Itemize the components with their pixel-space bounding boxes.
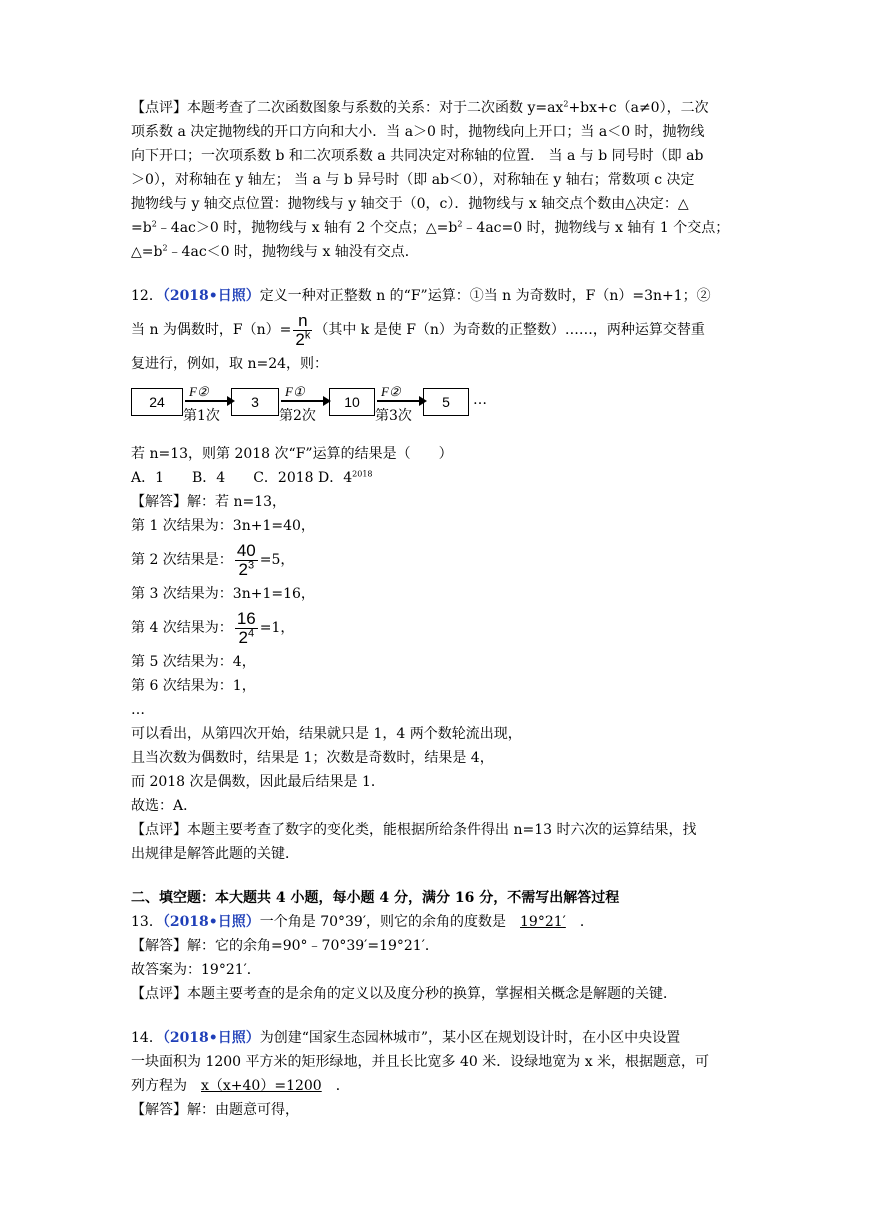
solution-line: 可以看出，从第四次开始，结果就只是 1，4 两个数轮流出现， [131,726,522,742]
question-text: 为创建“国家生态园林城市”，某小区在规划设计时，在小区中央设置 [259,1030,681,1046]
fraction-40-over-2-3 [235,542,258,579]
step-caption: 第3次 [375,408,412,424]
flow-box: 10 [329,388,375,416]
flow-box: 24 [131,388,183,416]
options-text: A．1 B．4 C．2018 D．4 [131,470,353,486]
question-line [131,284,741,308]
comment-text: =b [131,220,152,236]
superscript: 2 [563,99,569,109]
solution-line: 第 1 次结果为：3n+1=40， [131,518,315,534]
question-line [131,1026,741,1050]
fraction-16-over-2-4 [235,610,258,647]
fraction-numerator: n [298,310,308,330]
question-text: 一个角是 70°39′，则它的余角的度数是 [259,914,507,930]
fraction-n-over-2k [293,312,312,349]
question-line: 复进行，例如，取 n=24，则： [131,356,329,372]
solution-line: 故选：A． [131,798,198,814]
exponent: 3 [247,558,255,571]
fraction-denominator [235,628,258,647]
answer-blank: x（x+40）=1200 [201,1078,322,1094]
operation-label: F① [285,384,305,399]
solution-line: 故答案为：19°21′． [131,962,261,978]
flow-box: 3 [231,388,279,416]
comment-text: 【点评】本题考查了二次函数图象与系数的关系：对于二次函数 y=ax [131,100,564,116]
comment-line [131,96,741,120]
base: 2 [238,559,248,579]
exponent: 2018 [352,469,373,479]
flow-box: 5 [423,388,469,416]
operation-flow-diagram [131,382,741,434]
base: 2 [238,627,248,647]
question-text: 当 n 为偶数时，F（n）= [131,322,292,338]
solution-line: 第 5 次结果为：4， [131,654,256,670]
comment-line: 出规律是解答此题的关键． [131,846,299,862]
question-text: （其中 k 是使 F（n）为奇数的正整数）……，两种运算交替重 [314,322,705,338]
exponent: 4 [247,626,255,639]
solution-line: … [131,702,145,718]
question-line [131,910,741,934]
step-caption: 第1次 [183,408,220,424]
comment-line [131,240,741,264]
comment-line: 【点评】本题主要考查的是余角的定义以及度分秒的换算，掌握相关概念是解题的关键． [131,986,677,1002]
solution-line: 【解答】解：它的余角=90°﹣70°39′=19°21′． [131,938,439,954]
solution-text: =5， [259,552,295,568]
operation-label: F② [189,384,209,399]
question-number: 13． [131,914,163,930]
exponent: k [304,328,311,341]
flow-arrow [281,382,331,430]
comment-line: 向下开口；一次项系数 b 和二次项系数 a 共同决定对称轴的位置． 当 a 与 b 同号时（即 ab [131,148,704,164]
solution-line: 第 3 次结果为：3n+1=16， [131,586,315,602]
source-tag: （2018•日照） [162,914,260,930]
question-line [131,1074,741,1098]
comment-text: ﹣4ac＜0 时，抛物线与 x 轴没有交点． [167,244,419,260]
section-heading: 二、填空题：本大题共 4 小题，每小题 4 分，满分 16 分，不需写出解答过程 [131,890,620,906]
question-text: ． [335,1078,350,1094]
question-line [131,308,741,352]
question-14 [131,1026,741,1122]
operation-label: F② [381,384,401,399]
solution-line [131,606,741,650]
comment-line: 项系数 a 决定抛物线的开口方向和大小．当 a＞0 时，抛物线向上开口；当 a＜0 时，抛物线 [131,124,705,140]
question-number: 12． [131,288,163,304]
fraction-numerator: 40 [236,540,256,560]
comment-line: ＞0），对称轴在 y 轴左； 当 a 与 b 异号时（即 ab＜0），对称轴在 y 轴右；常数项 c 决定 [131,172,695,188]
superscript: 2 [162,243,168,253]
fraction-denominator [235,560,258,579]
document-page [131,96,741,1122]
solution-line [131,538,741,582]
comment-text: ﹣4ac=0 时，抛物线与 x 轴有 1 个交点； [462,220,730,236]
fraction-numerator: 16 [236,608,256,628]
comment-line: 【点评】本题主要考查了数字的变化类，能根据所给条件得出 n=13 时六次的运算结果，找 [131,822,697,838]
question-13 [131,910,741,1006]
question-number: 14． [131,1030,163,1046]
question-text: 列方程为 [131,1078,187,1094]
flow-ellipsis: … [473,392,487,408]
base: 2 [295,329,305,349]
question-line: 若 n=13，则第 2018 次“F”运算的结果是（ ） [131,446,453,462]
solution-text: =1， [259,620,295,636]
superscript: 2 [457,219,463,229]
comment-text: ﹣4ac＞0 时，抛物线与 x 轴有 2 个交点；△=b [156,220,458,236]
question-12 [131,284,741,866]
solution-text: 第 4 次结果为： [131,620,233,636]
comment-line [131,216,741,240]
solution-line: 且当次数为偶数时，结果是 1；次数是奇数时，结果是 4， [131,750,494,766]
comment-text: △=b [131,244,163,260]
comment-block-q11 [131,96,741,264]
flow-arrow [185,382,235,430]
answer-blank: 19°21′ [520,914,566,930]
solution-line: 而 2018 次是偶数，因此最后结果是 1． [131,774,385,790]
question-text: 定义一种对正整数 n 的“F”运算：①当 n 为奇数时，F（n）=3n+1；② [259,288,711,304]
solution-line: 【解答】解：由题意可得， [131,1102,299,1118]
question-text: ． [579,914,594,930]
solution-line: 【解答】解：若 n=13， [131,494,287,510]
question-line: 一块面积为 1200 平方米的矩形绿地，并且长比宽多 40 米．设绿地宽为 x 米，根据题意，可 [131,1054,710,1070]
superscript: 2 [151,219,157,229]
flow-arrow [377,382,427,430]
solution-text: 第 2 次结果是： [131,552,233,568]
solution-line: 第 6 次结果为：1， [131,678,256,694]
answer-options [131,466,741,490]
fraction-denominator [293,330,312,349]
source-tag: （2018•日照） [162,288,260,304]
step-caption: 第2次 [279,408,316,424]
comment-text: +bx+c（a≠0），二次 [568,100,709,116]
source-tag: （2018•日照） [162,1030,260,1046]
comment-line: 抛物线与 y 轴交点位置：抛物线与 y 轴交于（0，c）．抛物线与 x 轴交点个数由△决定：△ [131,196,689,212]
